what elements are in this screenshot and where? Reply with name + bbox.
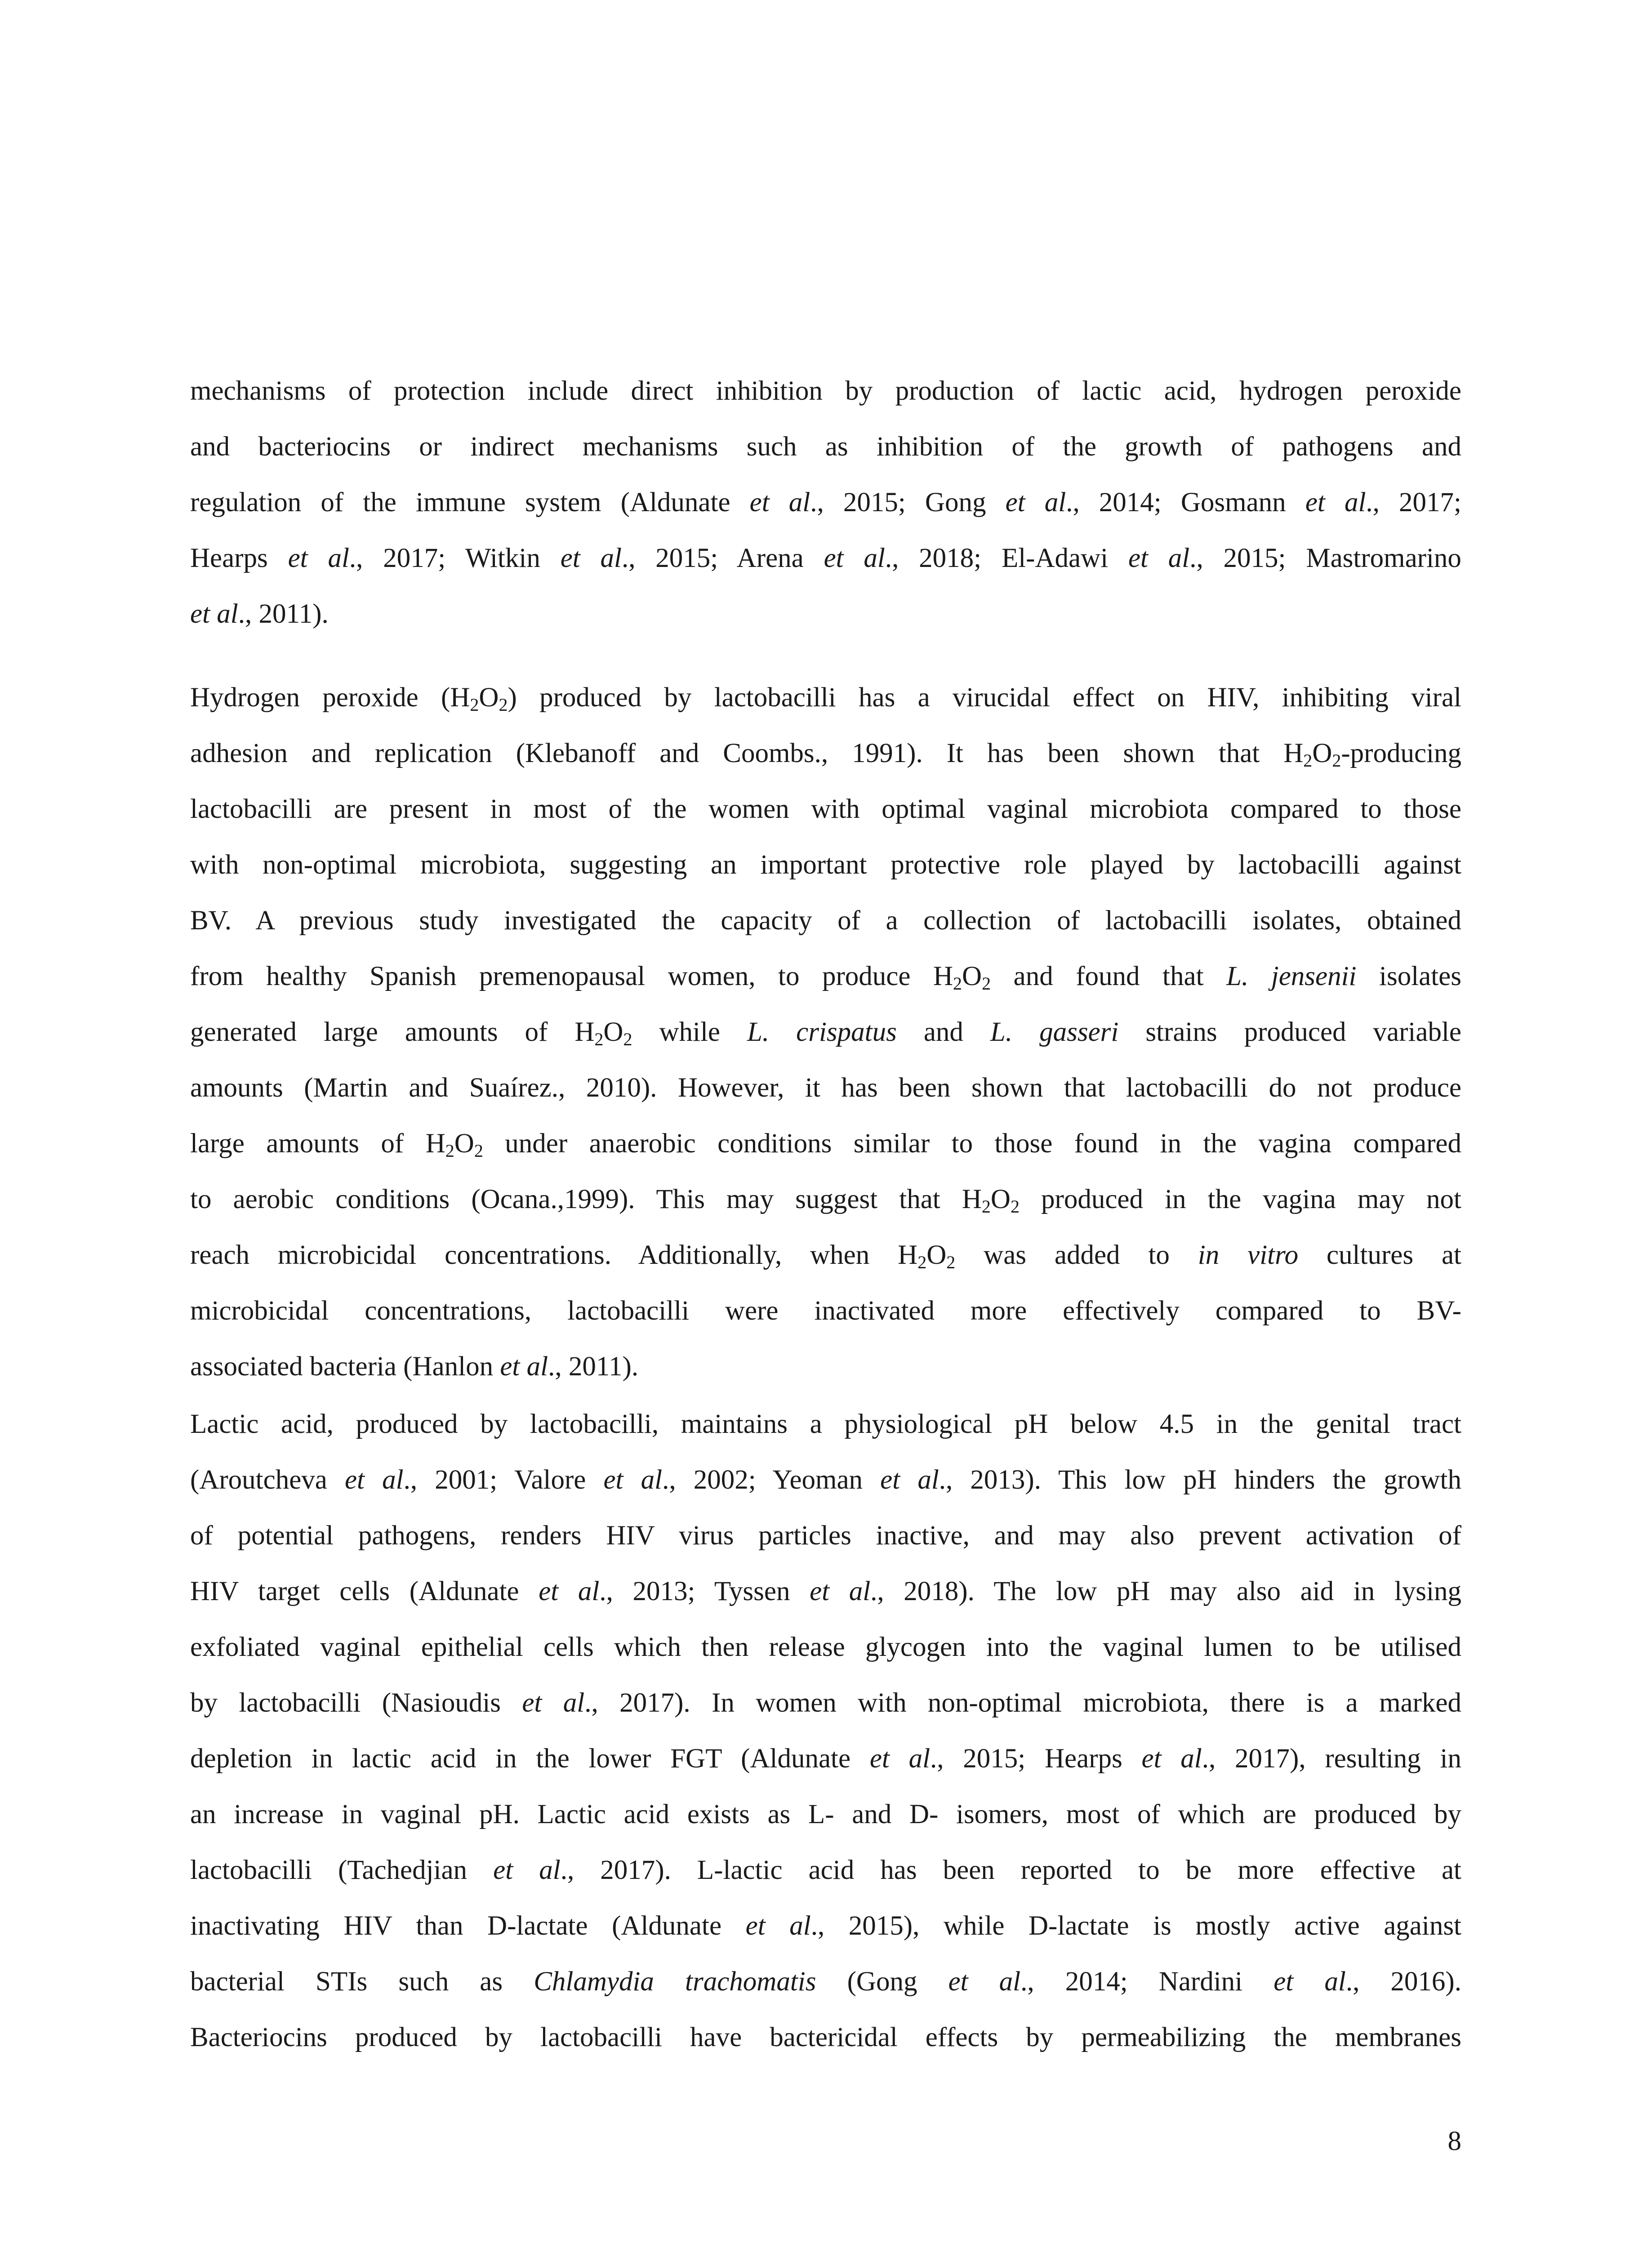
text-line xyxy=(190,531,1461,586)
text-run: by lactobacilli (Nasioudis xyxy=(190,1688,522,1718)
subscript: 2 xyxy=(1010,1196,1020,1217)
text-run: ., 2015), while D-lactate is mostly active against xyxy=(810,1911,1461,1941)
italic-text: et al xyxy=(1141,1744,1202,1774)
italic-text: et al xyxy=(810,1576,871,1606)
text-run: generated large amounts of H xyxy=(190,1017,595,1047)
italic-text: et al xyxy=(880,1465,939,1495)
subscript: 2 xyxy=(445,1141,454,1161)
text-run: produced in the vagina may not xyxy=(1019,1184,1461,1214)
italic-text: et al xyxy=(1128,543,1190,573)
italic-text: et al xyxy=(500,1351,548,1382)
text-run: cultures at xyxy=(1298,1240,1461,1270)
text-line xyxy=(190,1283,1461,1339)
text-line xyxy=(190,1227,1461,1283)
italic-text: et al xyxy=(603,1465,663,1495)
text-line xyxy=(190,1619,1461,1675)
text-line xyxy=(190,1060,1461,1116)
text-run: ., 2018). The low pH may also aid in lysing xyxy=(870,1576,1461,1606)
text-line xyxy=(190,1339,1461,1395)
text-run: ., 2015; Arena xyxy=(621,543,824,573)
text-line xyxy=(190,1004,1461,1060)
text-line xyxy=(190,949,1461,1004)
subscript: 2 xyxy=(953,973,962,994)
text-line xyxy=(190,363,1461,419)
italic-text: et al xyxy=(493,1855,561,1885)
subscript: 2 xyxy=(470,695,479,715)
text-run: Hydrogen peroxide (H xyxy=(190,682,470,713)
text-line xyxy=(190,1787,1461,1842)
italic-text: et al xyxy=(344,1465,404,1495)
italic-text: et al xyxy=(948,1967,1021,1997)
text-line xyxy=(190,781,1461,837)
text-line xyxy=(190,670,1461,726)
text-run: ., 2017; Witkin xyxy=(349,543,561,573)
text-line xyxy=(190,1564,1461,1619)
italic-text: et al xyxy=(1274,1967,1346,1997)
italic-text: et al xyxy=(745,1911,811,1941)
text-run: (Gong xyxy=(816,1967,948,1997)
italic-text: et al xyxy=(539,1576,600,1606)
text-run: and xyxy=(896,1017,990,1047)
text-run: was added to xyxy=(955,1240,1198,1270)
italic-text: et al xyxy=(1005,487,1066,517)
text-line xyxy=(190,837,1461,893)
subscript: 2 xyxy=(594,1029,604,1049)
italic-text: in vitro xyxy=(1198,1240,1299,1270)
text-run: O xyxy=(603,1017,623,1047)
text-run: microbicidal concentrations, lactobacilli were inactivated more effectively compared to BV- xyxy=(190,1296,1461,1326)
text-run: from healthy Spanish premenopausal women, to produce H xyxy=(190,961,953,991)
subscript: 2 xyxy=(917,1252,927,1272)
text-run: to aerobic conditions (Ocana.,1999). This may suggest that H xyxy=(190,1184,982,1214)
text-run: and bacteriocins or indirect mechanisms such as inhibition of the growth of pathogens and xyxy=(190,432,1461,462)
text-run: ., 2017), resulting in xyxy=(1202,1744,1461,1774)
text-line xyxy=(190,2010,1461,2065)
paragraph-lactic-acid xyxy=(190,1396,1461,2065)
text-line xyxy=(190,893,1461,949)
subscript: 2 xyxy=(474,1141,483,1161)
text-run: reach microbicidal concentrations. Additionally, when H xyxy=(190,1240,918,1270)
italic-text: et al xyxy=(560,543,622,573)
text-run: ., 2013). This low pH hinders the growth xyxy=(939,1465,1461,1495)
text-line xyxy=(190,1396,1461,1452)
subscript: 2 xyxy=(981,1196,991,1217)
text-run: lactobacilli are present in most of the women with optimal vaginal microbiota compared to those xyxy=(190,794,1461,824)
text-run: ., 2014; Gosmann xyxy=(1066,487,1305,517)
subscript: 2 xyxy=(499,695,508,715)
text-line xyxy=(190,1172,1461,1227)
italic-text: L. gasseri xyxy=(990,1017,1119,1047)
text-run: ) produced by lactobacilli has a virucidal effect on HIV, inhibiting viral xyxy=(508,682,1461,713)
text-line xyxy=(190,1731,1461,1787)
subscript: 2 xyxy=(1303,750,1313,771)
text-run: O xyxy=(926,1240,947,1270)
text-run: Lactic acid, produced by lactobacilli, maintains a physiological pH below 4.5 in the genital tract xyxy=(190,1409,1461,1439)
text-run: an increase in vaginal pH. Lactic acid exists as L- and D- isomers, most of which are produced by xyxy=(190,1799,1461,1829)
subscript: 2 xyxy=(623,1029,632,1049)
text-run: -producing xyxy=(1341,738,1461,768)
text-run: ., 2001; Valore xyxy=(403,1465,604,1495)
text-run: bacterial STIs such as xyxy=(190,1967,534,1997)
italic-text: et al xyxy=(824,543,885,573)
text-run: (Aroutcheva xyxy=(190,1465,345,1495)
text-run: under anaerobic conditions similar to those found in the vagina compared xyxy=(483,1128,1461,1159)
italic-text: Chlamydia trachomatis xyxy=(534,1967,816,1997)
text-run: strains produced variable xyxy=(1118,1017,1461,1047)
text-run: of potential pathogens, renders HIV virus particles inactive, and may also prevent activation of xyxy=(190,1521,1461,1551)
text-run: ., 2011). xyxy=(548,1351,639,1382)
text-run: regulation of the immune system (Aldunate xyxy=(190,487,750,517)
italic-text: et al xyxy=(869,1744,931,1774)
text-run: isolates xyxy=(1356,961,1461,991)
text-run: BV. A previous study investigated the capacity of a collection of lactobacilli isolates, obtained xyxy=(190,905,1461,936)
text-line xyxy=(190,1842,1461,1898)
text-run: O xyxy=(454,1128,474,1159)
text-run: with non-optimal microbiota, suggesting an important protective role played by lactobacilli against xyxy=(190,850,1461,880)
text-run: O xyxy=(990,1184,1011,1214)
text-line xyxy=(190,1116,1461,1172)
text-line xyxy=(190,726,1461,781)
italic-text: et al xyxy=(288,543,349,573)
italic-text: L. crispatus xyxy=(747,1017,897,1047)
text-run: ., 2017; xyxy=(1366,487,1461,517)
text-line xyxy=(190,1452,1461,1508)
text-run: ., 2002; Yeoman xyxy=(662,1465,881,1495)
text-line xyxy=(190,1675,1461,1731)
italic-text: et al xyxy=(190,599,238,629)
text-run: ., 2018; El-Adawi xyxy=(885,543,1128,573)
text-run: amounts (Martin and Suaírez., 2010). However, it has been shown that lactobacilli do not produce xyxy=(190,1073,1461,1103)
subscript: 2 xyxy=(946,1252,956,1272)
subscript: 2 xyxy=(982,973,991,994)
text-line xyxy=(190,1954,1461,2010)
text-run: ., 2013; Tyssen xyxy=(599,1576,810,1606)
text-run: ., 2017). L-lactic acid has been reported to be more effective at xyxy=(560,1855,1461,1885)
italic-text: et al xyxy=(749,487,810,517)
text-run: adhesion and replication (Klebanoff and Coombs., 1991). It has been shown that H xyxy=(190,738,1304,768)
text-run: inactivating HIV than D-lactate (Aldunate xyxy=(190,1911,746,1941)
text-line xyxy=(190,419,1461,475)
text-run: exfoliated vaginal epithelial cells which then release glycogen into the vaginal lumen to be utilised xyxy=(190,1632,1461,1662)
page-number: 8 xyxy=(1447,2126,1461,2156)
paragraph-protection-mechanisms xyxy=(190,363,1461,642)
text-run: HIV target cells (Aldunate xyxy=(190,1576,539,1606)
text-run: ., 2016). xyxy=(1345,1967,1461,1997)
text-run: ., 2017). In women with non-optimal microbiota, there is a marked xyxy=(584,1688,1461,1718)
text-run: mechanisms of protection include direct inhibition by production of lactic acid, hydrogen peroxide xyxy=(190,376,1461,406)
text-run: O xyxy=(1312,738,1332,768)
paragraph-hydrogen-peroxide xyxy=(190,670,1461,1395)
text-run: ., 2015; Mastromarino xyxy=(1189,543,1461,573)
text-line xyxy=(190,475,1461,531)
italic-text: L. jensenii xyxy=(1226,961,1357,991)
subscript: 2 xyxy=(1332,750,1341,771)
text-run: ., 2015; Hearps xyxy=(930,1744,1142,1774)
text-run: ., 2014; Nardini xyxy=(1020,1967,1274,1997)
text-run: lactobacilli (Tachedjian xyxy=(190,1855,494,1885)
text-line xyxy=(190,1898,1461,1954)
text-run: O xyxy=(962,961,982,991)
text-run: large amounts of H xyxy=(190,1128,445,1159)
text-run: depletion in lactic acid in the lower FGT (Aldunate xyxy=(190,1744,870,1774)
text-run: ., 2011). xyxy=(238,599,329,629)
text-run: while xyxy=(632,1017,747,1047)
text-run: ., 2015; Gong xyxy=(810,487,1006,517)
text-run: Hearps xyxy=(190,543,288,573)
text-run: Bacteriocins produced by lactobacilli have bactericidal effects by permeabilizing the membranes xyxy=(190,2022,1461,2052)
text-run: O xyxy=(479,682,499,713)
text-line xyxy=(190,1508,1461,1564)
text-run: associated bacteria (Hanlon xyxy=(190,1351,500,1382)
italic-text: et al xyxy=(1305,487,1366,517)
text-line xyxy=(190,586,1461,642)
italic-text: et al xyxy=(522,1688,585,1718)
text-run: and found that xyxy=(991,961,1227,991)
